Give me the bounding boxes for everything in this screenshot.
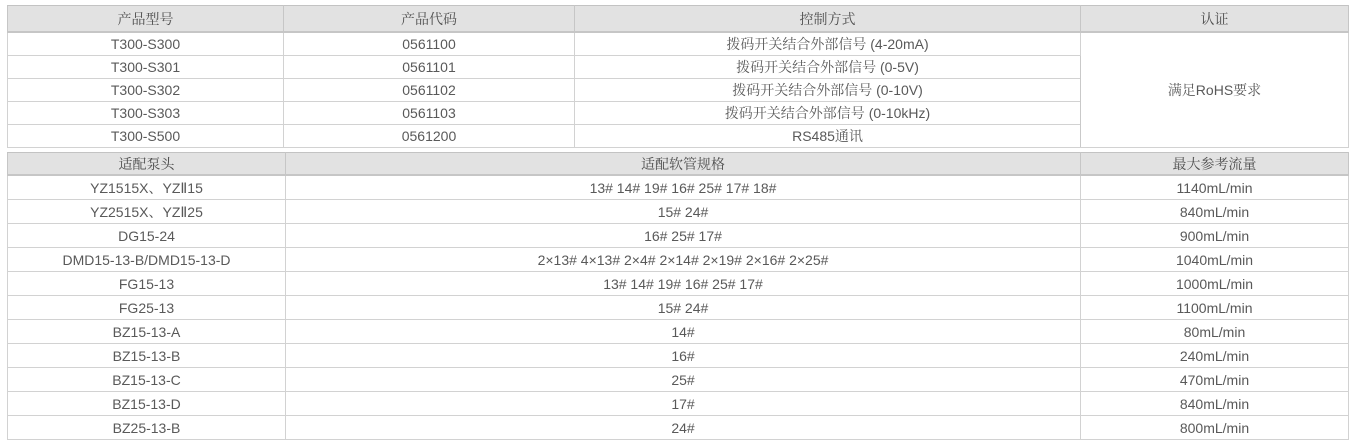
pump-head: BZ15-13-A xyxy=(8,320,286,344)
product-model: T300-S300 xyxy=(8,32,284,56)
max-flow: 800mL/min xyxy=(1081,416,1349,440)
product-model: T300-S500 xyxy=(8,125,284,148)
max-flow: 240mL/min xyxy=(1081,344,1349,368)
product-code: 0561101 xyxy=(284,56,575,79)
max-flow: 1140mL/min xyxy=(1081,175,1349,200)
control-mode: 拨码开关结合外部信号 (0-10kHz) xyxy=(575,102,1081,125)
table-header-row xyxy=(8,6,1349,33)
product-model: T300-S302 xyxy=(8,79,284,102)
table-header-row xyxy=(8,153,1349,176)
tubing-size: 15# 24# xyxy=(286,200,1081,224)
table-row xyxy=(8,296,1349,320)
product-code: 0561103 xyxy=(284,102,575,125)
table-row xyxy=(8,175,1349,200)
tubing-size: 16# 25# 17# xyxy=(286,224,1081,248)
table-row xyxy=(8,200,1349,224)
tubing-size: 13# 14# 19# 16# 25# 17# 18# xyxy=(286,175,1081,200)
product-code: 0561102 xyxy=(284,79,575,102)
pump-head: FG25-13 xyxy=(8,296,286,320)
pump-head: FG15-13 xyxy=(8,272,286,296)
tubing-size: 14# xyxy=(286,320,1081,344)
table-row xyxy=(8,416,1349,440)
max-flow: 1000mL/min xyxy=(1081,272,1349,296)
column-header-control-mode: 控制方式 xyxy=(575,6,1081,33)
column-header-product-model: 产品型号 xyxy=(8,6,284,33)
pump-head-table xyxy=(7,152,1349,440)
tubing-size: 16# xyxy=(286,344,1081,368)
certification-value: 满足RoHS要求 xyxy=(1081,32,1349,148)
product-spec-table xyxy=(7,5,1349,148)
column-header-tubing-size: 适配软管规格 xyxy=(286,153,1081,176)
tubing-size: 17# xyxy=(286,392,1081,416)
tubing-size: 13# 14# 19# 16# 25# 17# xyxy=(286,272,1081,296)
pump-head: DG15-24 xyxy=(8,224,286,248)
pump-head: BZ25-13-B xyxy=(8,416,286,440)
pump-head: BZ15-13-D xyxy=(8,392,286,416)
pump-head: BZ15-13-C xyxy=(8,368,286,392)
table-row xyxy=(8,32,1349,56)
column-header-certification: 认证 xyxy=(1081,6,1349,33)
control-mode: 拨码开关结合外部信号 (0-5V) xyxy=(575,56,1081,79)
control-mode: 拨码开关结合外部信号 (4-20mA) xyxy=(575,32,1081,56)
tubing-size: 2×13# 4×13# 2×4# 2×14# 2×19# 2×16# 2×25# xyxy=(286,248,1081,272)
pump-head: YZ2515X、YZⅡ25 xyxy=(8,200,286,224)
product-model: T300-S301 xyxy=(8,56,284,79)
table-row xyxy=(8,248,1349,272)
max-flow: 1040mL/min xyxy=(1081,248,1349,272)
control-mode: RS485通讯 xyxy=(575,125,1081,148)
pump-head: BZ15-13-B xyxy=(8,344,286,368)
tubing-size: 25# xyxy=(286,368,1081,392)
product-code: 0561100 xyxy=(284,32,575,56)
max-flow: 1100mL/min xyxy=(1081,296,1349,320)
max-flow: 900mL/min xyxy=(1081,224,1349,248)
column-header-pump-head: 适配泵头 xyxy=(8,153,286,176)
product-code: 0561200 xyxy=(284,125,575,148)
table-row xyxy=(8,272,1349,296)
max-flow: 840mL/min xyxy=(1081,200,1349,224)
pump-head: DMD15-13-B/DMD15-13-D xyxy=(8,248,286,272)
table-row xyxy=(8,320,1349,344)
tubing-size: 24# xyxy=(286,416,1081,440)
pump-head: YZ1515X、YZⅡ15 xyxy=(8,175,286,200)
product-model: T300-S303 xyxy=(8,102,284,125)
max-flow: 470mL/min xyxy=(1081,368,1349,392)
column-header-max-flow: 最大参考流量 xyxy=(1081,153,1349,176)
control-mode: 拨码开关结合外部信号 (0-10V) xyxy=(575,79,1081,102)
tubing-size: 15# 24# xyxy=(286,296,1081,320)
max-flow: 80mL/min xyxy=(1081,320,1349,344)
table-row xyxy=(8,224,1349,248)
column-header-product-code: 产品代码 xyxy=(284,6,575,33)
table-row xyxy=(8,344,1349,368)
table-row xyxy=(8,368,1349,392)
max-flow: 840mL/min xyxy=(1081,392,1349,416)
table-row xyxy=(8,392,1349,416)
